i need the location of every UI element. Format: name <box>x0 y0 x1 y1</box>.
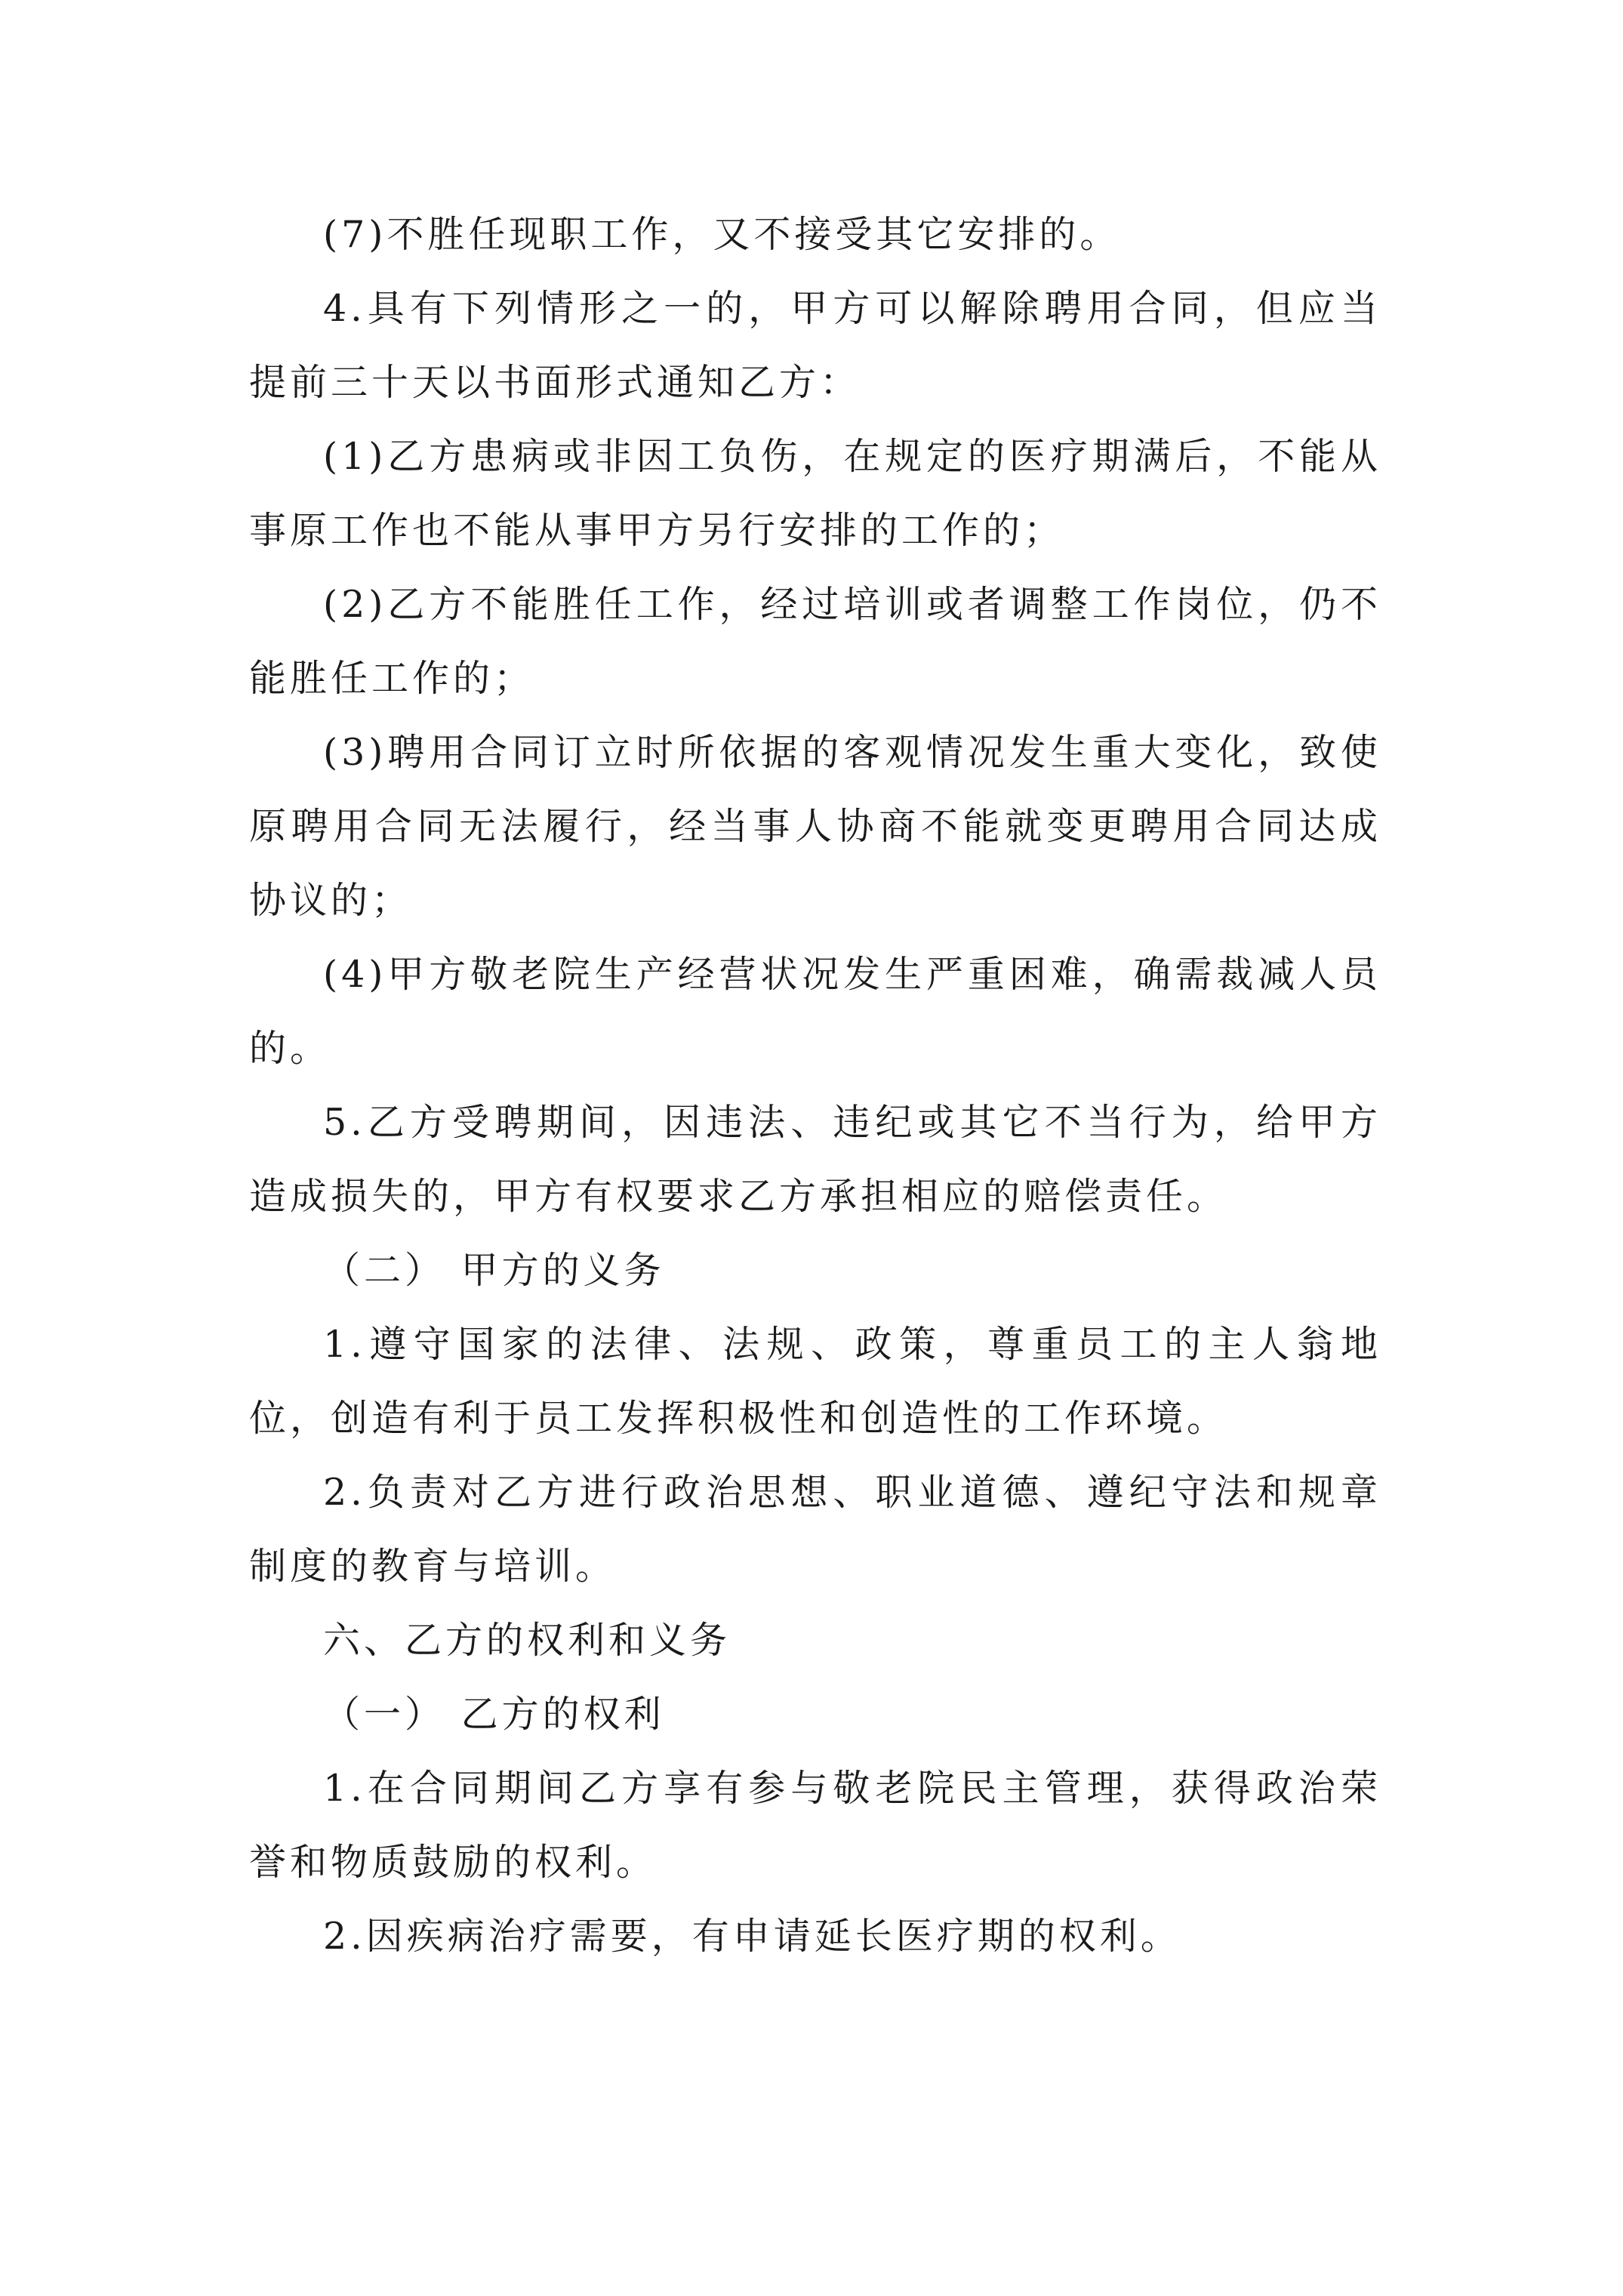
section-heading-party-b-rights-obligations: 六、乙方的权利和义务 <box>323 1619 731 1662</box>
paragraph-item-2-incompetent: (2)乙方不能胜任工作，经过培训或者调整工作岗位，仍不能胜任工作的； <box>249 583 1381 700</box>
paragraph-obligation-1: 1.遵守国家的法律、法规、政策，尊重员工的主人翁地位，创造有利于员工发挥积极性和创造性的工作环境。 <box>249 1323 1381 1440</box>
paragraph-item-7-unfit: (7)不胜任现职工作，又不接受其它安排的。 <box>323 213 1121 256</box>
paragraph-right-1: 1.在合同期间乙方享有参与敬老院民主管理，获得政治荣誉和物质鼓励的权利。 <box>249 1767 1381 1884</box>
paragraph-item-1-illness: (1)乙方患病或非因工负伤，在规定的医疗期满后，不能从事原工作也不能从事甲方另行安排的工作的； <box>249 435 1381 552</box>
section-heading-party-a-obligations: （二） 甲方的义务 <box>323 1249 665 1292</box>
section-heading-party-b-rights: （一） 乙方的权利 <box>323 1693 665 1736</box>
paragraph-clause-4: 4.具有下列情形之一的，甲方可以解除聘用合同，但应当提前三十天以书面形式通知乙方： <box>249 287 1381 404</box>
paragraph-clause-5: 5.乙方受聘期间，因违法、违纪或其它不当行为，给甲方造成损失的，甲方有权要求乙方承担相应的赔偿责任。 <box>249 1101 1381 1218</box>
document-body <box>249 198 1381 1974</box>
paragraph-item-4-layoff: (4)甲方敬老院生产经营状况发生严重困难，确需裁减人员的。 <box>249 953 1381 1070</box>
paragraph-right-2: 2.因疾病治疗需要，有申请延长医疗期的权利。 <box>323 1915 1181 1958</box>
paragraph-obligation-2: 2.负责对乙方进行政治思想、职业道德、遵纪守法和规章制度的教育与培训。 <box>249 1471 1381 1588</box>
paragraph-item-3-circumstances: (3)聘用合同订立时所依据的客观情况发生重大变化，致使原聘用合同无法履行，经当事人协商不能就变更聘用合同达成协议的； <box>249 731 1381 922</box>
